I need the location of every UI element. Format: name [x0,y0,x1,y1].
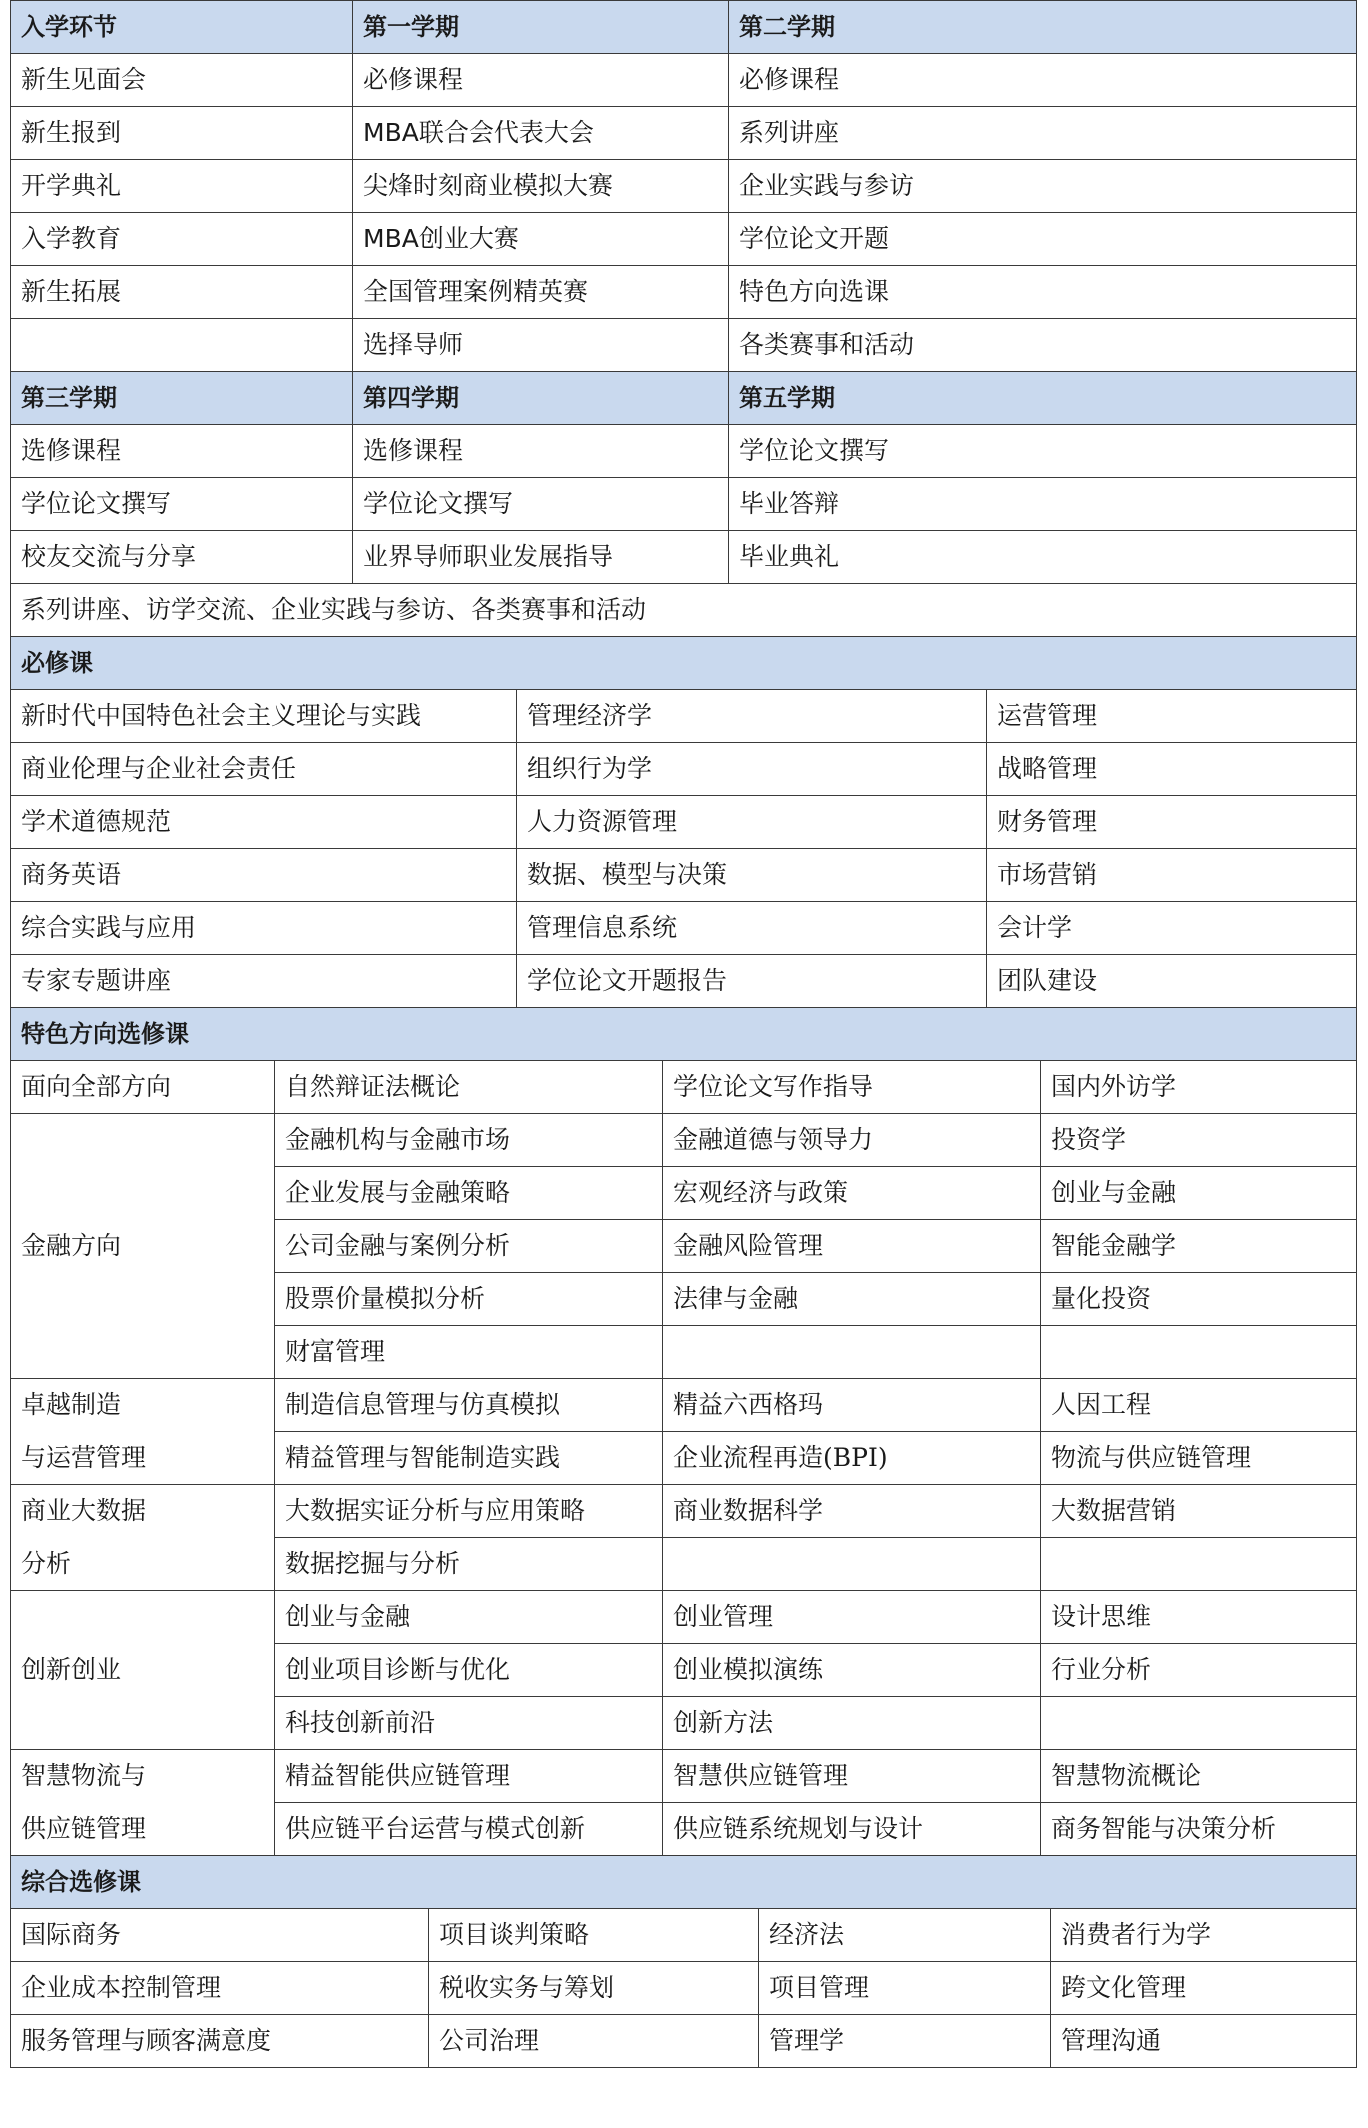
table-cell: 全国管理案例精英赛 [353,266,729,319]
table-cell: 新时代中国特色社会主义理论与实践 [11,690,517,743]
table-cell: 金融道德与领导力 [663,1114,1041,1167]
table-cell [1041,1326,1357,1379]
table-cell: 财务管理 [987,796,1357,849]
table-cell: 管理经济学 [517,690,987,743]
table-cell: 国内外访学 [1041,1061,1357,1114]
table-cell: 校友交流与分享 [11,531,353,584]
table-cell: 企业成本控制管理 [11,1962,429,2015]
table-cell: 创业与金融 [1041,1167,1357,1220]
table-row [11,478,1357,531]
table-cell: 国际商务 [11,1909,429,1962]
curriculum-document [10,0,1356,2068]
table-cell: 供应链平台运营与模式创新 [275,1803,663,1856]
table-cell: 创业项目诊断与优化 [275,1644,663,1697]
table-cell: 公司治理 [429,2015,759,2068]
table-cell: 财富管理 [275,1326,663,1379]
table-cell: 人力资源管理 [517,796,987,849]
table-cell: 专家专题讲座 [11,955,517,1008]
table-cell: 运营管理 [987,690,1357,743]
table-cell [1041,1538,1357,1591]
table-cell: 学位论文开题报告 [517,955,987,1008]
table-cell: 商务智能与决策分析 [1041,1803,1357,1856]
table-cell: 自然辩证法概论 [275,1061,663,1114]
table-cell: 制造信息管理与仿真模拟 [275,1379,663,1432]
table-cell: 法律与金融 [663,1273,1041,1326]
header-semester-3: 第三学期 [11,372,353,425]
table-row [11,796,1357,849]
direction-label: 商业大数据 [11,1485,275,1538]
table-row [11,1750,1357,1803]
table-cell: 市场营销 [987,849,1357,902]
table-cell: 战略管理 [987,743,1357,796]
table-cell: 金融机构与金融市场 [275,1114,663,1167]
table-cell: 金融风险管理 [663,1220,1041,1273]
table-cell: 智慧供应链管理 [663,1750,1041,1803]
table-cell: 入学教育 [11,213,353,266]
stages-table-1 [10,0,1357,372]
table-cell: 选修课程 [11,425,353,478]
table-row [11,1591,1357,1644]
table-cell: 数据挖掘与分析 [275,1538,663,1591]
direction-label: 分析 [11,1538,275,1591]
table-cell: 供应链系统规划与设计 [663,1803,1041,1856]
table-cell: 公司金融与案例分析 [275,1220,663,1273]
table-cell: 科技创新前沿 [275,1697,663,1750]
table-cell: 学位论文撰写 [353,478,729,531]
direction-label: 供应链管理 [11,1803,275,1856]
comprehensive-courses-table [10,1855,1357,2068]
table-row [11,2015,1357,2068]
table-cell: 消费者行为学 [1051,1909,1357,1962]
table-row [11,1485,1357,1538]
table-cell: 创业与金融 [275,1591,663,1644]
table-row [11,743,1357,796]
stages-footer-note: 系列讲座、访学交流、企业实践与参访、各类赛事和活动 [11,584,1357,637]
table-cell: 创业模拟演练 [663,1644,1041,1697]
table-cell: 大数据营销 [1041,1485,1357,1538]
table-cell: 系列讲座 [729,107,1357,160]
table-cell: 量化投资 [1041,1273,1357,1326]
table-row [11,902,1357,955]
table-cell: 物流与供应链管理 [1041,1432,1357,1485]
direction-label: 面向全部方向 [11,1061,275,1114]
table-cell: 会计学 [987,902,1357,955]
stages-table-2 [10,371,1357,637]
table-cell: 精益管理与智能制造实践 [275,1432,663,1485]
header-semester-4: 第四学期 [353,372,729,425]
table-cell: 学位论文开题 [729,213,1357,266]
table-cell: MBA创业大赛 [353,213,729,266]
direction-label: 卓越制造 [11,1379,275,1432]
table-cell: 设计思维 [1041,1591,1357,1644]
table-row [11,1803,1357,1856]
table-cell: 新生报到 [11,107,353,160]
table-row [11,531,1357,584]
table-cell: 跨文化管理 [1051,1962,1357,2015]
header-semester-1: 第一学期 [353,1,729,54]
table-cell: 学位论文写作指导 [663,1061,1041,1114]
table-cell: 行业分析 [1041,1644,1357,1697]
table-cell: 企业发展与金融策略 [275,1167,663,1220]
table-cell: 综合实践与应用 [11,902,517,955]
table-cell: 智慧物流概论 [1041,1750,1357,1803]
section-title-required: 必修课 [11,637,1357,690]
table-cell: 精益智能供应链管理 [275,1750,663,1803]
direction-label: 智慧物流与 [11,1750,275,1803]
table-cell: 管理学 [759,2015,1051,2068]
stages-header-row [11,1,1357,54]
table-cell: 特色方向选课 [729,266,1357,319]
header-semester-5: 第五学期 [729,372,1357,425]
table-cell: 精益六西格玛 [663,1379,1041,1432]
section-title-comprehensive: 综合选修课 [11,1856,1357,1909]
table-row [11,1432,1357,1485]
table-cell: 毕业答辩 [729,478,1357,531]
table-cell: 人因工程 [1041,1379,1357,1432]
required-courses-table [10,636,1357,1008]
table-cell: 项目谈判策略 [429,1909,759,1962]
direction-label: 金融方向 [11,1114,275,1379]
table-cell: 股票价量模拟分析 [275,1273,663,1326]
table-cell: 尖烽时刻商业模拟大赛 [353,160,729,213]
table-cell: 选择导师 [353,319,729,372]
table-cell: 新生拓展 [11,266,353,319]
table-cell: 新生见面会 [11,54,353,107]
table-row [11,955,1357,1008]
table-row [11,584,1357,637]
table-row [11,1909,1357,1962]
table-row [11,319,1357,372]
table-cell [1041,1697,1357,1750]
table-cell: 团队建设 [987,955,1357,1008]
table-row [11,213,1357,266]
table-cell: MBA联合会代表大会 [353,107,729,160]
table-cell: 毕业典礼 [729,531,1357,584]
specialty-courses-table [10,1007,1357,1856]
table-row [11,160,1357,213]
table-cell: 商务英语 [11,849,517,902]
table-cell: 企业实践与参访 [729,160,1357,213]
table-cell: 商业伦理与企业社会责任 [11,743,517,796]
table-row [11,1379,1357,1432]
table-row [11,849,1357,902]
section-title-specialty: 特色方向选修课 [11,1008,1357,1061]
table-row [11,690,1357,743]
table-cell: 经济法 [759,1909,1051,1962]
stages-header-row [11,372,1357,425]
table-cell: 投资学 [1041,1114,1357,1167]
table-cell [663,1326,1041,1379]
table-cell: 必修课程 [729,54,1357,107]
direction-label: 与运营管理 [11,1432,275,1485]
table-cell: 企业流程再造(BPI) [663,1432,1041,1485]
table-cell: 宏观经济与政策 [663,1167,1041,1220]
table-row [11,107,1357,160]
table-cell: 组织行为学 [517,743,987,796]
table-row [11,1962,1357,2015]
table-cell: 项目管理 [759,1962,1051,2015]
table-cell [663,1538,1041,1591]
table-cell: 业界导师职业发展指导 [353,531,729,584]
table-cell: 商业数据科学 [663,1485,1041,1538]
table-cell: 智能金融学 [1041,1220,1357,1273]
table-cell: 数据、模型与决策 [517,849,987,902]
direction-label: 创新创业 [11,1591,275,1750]
table-cell: 税收实务与筹划 [429,1962,759,2015]
required-header-row [11,637,1357,690]
table-cell: 大数据实证分析与应用策略 [275,1485,663,1538]
table-row [11,1114,1357,1167]
comprehensive-header-row [11,1856,1357,1909]
table-cell: 管理信息系统 [517,902,987,955]
table-row [11,1061,1357,1114]
table-cell: 学位论文撰写 [729,425,1357,478]
table-row [11,266,1357,319]
table-row [11,425,1357,478]
header-semester-2: 第二学期 [729,1,1357,54]
table-cell [11,319,353,372]
table-row [11,54,1357,107]
table-cell: 学位论文撰写 [11,478,353,531]
table-cell: 创新方法 [663,1697,1041,1750]
table-cell: 学术道德规范 [11,796,517,849]
header-enrollment: 入学环节 [11,1,353,54]
table-cell: 选修课程 [353,425,729,478]
table-cell: 各类赛事和活动 [729,319,1357,372]
table-cell: 管理沟通 [1051,2015,1357,2068]
table-cell: 开学典礼 [11,160,353,213]
table-cell: 必修课程 [353,54,729,107]
specialty-header-row [11,1008,1357,1061]
table-cell: 创业管理 [663,1591,1041,1644]
table-cell: 服务管理与顾客满意度 [11,2015,429,2068]
table-row [11,1538,1357,1591]
